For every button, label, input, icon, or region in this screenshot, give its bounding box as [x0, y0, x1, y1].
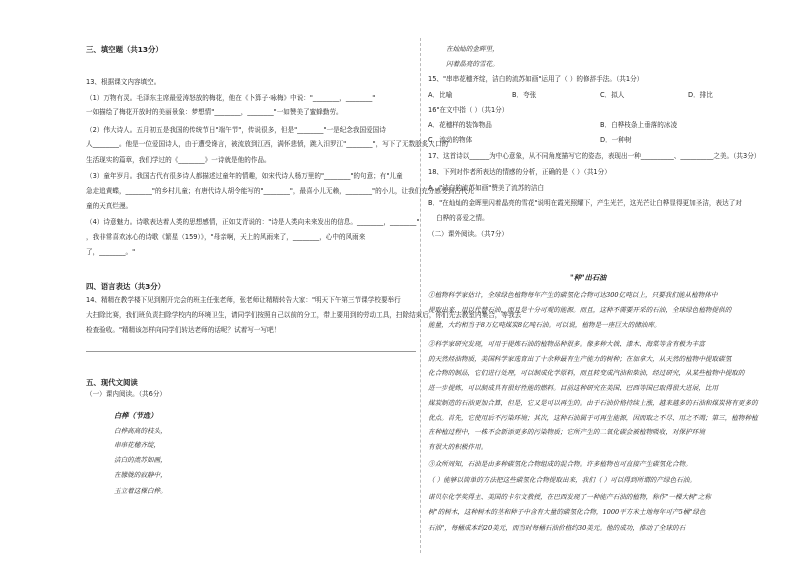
article-p2-line2: 的天然烃油物质，美国科学家选育出了十余种最有生产能力的树种；在加拿大，从天然的植物中提取碳氢: [428, 355, 732, 363]
poem-line-3: 洁白的流苏如画，: [114, 456, 167, 464]
question-13-4-line2: ，我非常喜欢冰心的诗歌《繁星（159）》，"母亲啊，天上的风雨来了，________，心中的风雨来: [86, 233, 366, 241]
article-p2-line8: 有很大的积极作用。: [428, 443, 488, 451]
question-16-option-d: D．一种树: [600, 136, 632, 144]
article-p2-line1: ②科学家研究发现，可用于提炼石油的植物品种很多。像多种大戟、漆木、海棠等含有极为丰富: [428, 340, 705, 348]
question-18: 18、下列对作者所表达的情感的分析，正确的是（ ）（共1分）: [428, 168, 611, 176]
question-13-3-line1: （3）童年岁月。我国古代有很多诗人都描述过童年的情趣，如宋代诗人杨万里的"________"的句意；有"儿童: [86, 172, 403, 180]
poem-line-1: 白桦高高的枝头，: [114, 427, 167, 435]
question-16: 16"在文中指（ ）（共1分）: [428, 106, 509, 114]
question-14-line3: 检查验收。"精精该怎样向同学们转达老师的话呢？试着写一写吧！: [86, 326, 281, 334]
question-13-1-line1: （1）万物有灵。毛泽东主席最爱涛怒放的梅花，他在《卜算子·咏梅》中说："________，________": [86, 94, 376, 102]
poem-continued-line-1: 在灿灿的金晖里，: [446, 45, 499, 53]
poem-line-2: 串串花穗齐绽，: [114, 441, 161, 449]
article-p1-line3: 能量，大约相当于8万亿吨煤炭8亿吨石油。可以说，植物是一座巨大的储油库。: [428, 321, 661, 329]
article-p2-line4: 进一步提炼，可以制成具有很好性能的燃料。目前这种研究在美国、巴西等国已取得很大进展，比用: [428, 384, 719, 392]
article-p1-line2: 提取出来，用以代替石油，而且是十分可观的能源。而且，这种不需要开采的石油，全球绿色植物提供的: [428, 306, 732, 314]
question-13: 13、根据课文内容填空。: [86, 78, 161, 86]
section-4-title: 四、语言表达（共3分）: [86, 282, 166, 291]
question-18-option-b-line1: B．"在灿灿的金晖里闪着晶亮的雪花"说明在霞光照耀下，产生光芒，这光芒让白桦显得更加圣洁，表达了对: [428, 199, 742, 207]
section-5-subtitle: （一）课内阅读。（共6分）: [86, 390, 167, 398]
article-p3-line5: 石油"，每桶成本约20美元，而当时每桶石油价格约30美元。他的成功，推动了全球的石: [428, 524, 686, 532]
question-15-option-c: C．拟人: [600, 91, 625, 99]
article-p2-line7: 在种植过程中，一株不会新添更多的污染物质；它所产生的二氧化碳会被植物吸收，对保护环境: [428, 428, 705, 436]
question-13-4-line3: 了，________。": [86, 248, 136, 256]
section-5-title: 五、现代文阅读: [86, 378, 138, 387]
question-13-4-line1: （4）诗意魅力。诗歌表达着人类的思想感情，正如艾青说的："诗是人类向未来发出的信息。________，________": [86, 218, 420, 226]
question-13-3-line3: 童的天真烂漫。: [86, 202, 133, 210]
article-p3-line4: 树"的树木，这种树木的茎和种子中含有大量的碳氢化合物，1000平方米土地每年可产5桶"绿色: [428, 508, 706, 516]
poem-line-4: 在朦胧的寂静中，: [114, 471, 167, 479]
poem-title: 白桦（节选）: [114, 411, 158, 420]
question-13-2-line3: 生活现实的篇章，我们学过的《________》一诗就是他的作品。: [86, 156, 271, 164]
question-18-option-a: A．"洁白的流苏如画"赞美了流苏的洁白: [428, 184, 545, 192]
question-16-option-c: C．流动的物体: [428, 136, 473, 144]
question-15: 15、"串串花穗齐绽，洁白的流苏如画"运用了（ ）的修辞手法。（共1分）: [428, 75, 644, 83]
article-p1-line1: ①植物科学家估计，全球绿色植物每年产生的碳氢化合物可达300亿吨以上，只要我们能从植物体中: [428, 291, 718, 299]
question-17: 17、这首诗以______为中心意象，从不同角度描写它的姿态，表现出一种__________、__________之美。（共3分）: [428, 152, 761, 160]
column-divider: [420, 38, 421, 553]
question-13-3-line2: 急走追黄蝶，________"的乡村儿童；有唐代诗人胡令能写的"________"，最喜小儿无赖，________"的小儿，让我们充分感受到古代儿: [86, 187, 474, 195]
question-18-option-b-line2: 白桦的喜爱之情。: [436, 214, 489, 222]
question-16-option-b: B．白桦枝条上垂落的冰凌: [600, 121, 678, 129]
answer-line: [86, 351, 416, 352]
poem-continued-line-2: 闪着晶亮的雪花。: [446, 60, 499, 68]
article-p2-line6: 优点。首先，它使用后不污染环境；其次，这种石油属于可再生能源，因而取之不尽、用之不竭；第三，植物种植: [428, 414, 758, 422]
article-p3-line2: （ ）能够以简单的方法把这些碳氢化合物提取出来，我们（ ）可以得到所谓的产绿色石油。: [428, 476, 696, 484]
question-14-line1: 14、精精在教学楼下见到刚开完会的班主任张老师，张老师让精精转告大家："明天下午第三节课学校要举行: [86, 296, 401, 304]
section-3-title: 三、填空题（共13分）: [86, 45, 163, 54]
article-title: "种"出石油: [570, 273, 607, 282]
question-13-1-line2: 一如描绘了梅花开放时的美丽景象：梦想情"________，________"一如赞美了蜜蜂勤劳。: [86, 108, 343, 116]
section-2-title: （二）课外阅读。（共7分）: [428, 230, 509, 238]
article-p3-line3: 诺贝尔化学奖得主、美国的卡尔文教授，在巴西发现了一种能产石油的植物，称作"一棵大树"之称: [428, 493, 712, 501]
poem-line-5: 玉立着这棵白桦。: [114, 487, 167, 495]
question-13-2-line1: （2）伟大诗人。五月初五是我国的传统节日"端午节"，传说很多，但是"________"一是纪念我国爱国诗: [86, 126, 386, 134]
article-p2-line3: 化合物的制品，它们进行处理，可以制成化学原料，而且转变成汽油和柴油，经过研究，从某些植物中提取的: [428, 369, 745, 377]
question-15-option-d: D．排比: [688, 91, 713, 99]
question-13-2-line2: 人________。他是一位爱国诗人，由于遭受谗言，被流放到江西，满怀悲愤，跳入汨罗江"________"，写下了无数脍炙人口的: [86, 140, 449, 148]
question-15-option-b: B．夸张: [512, 91, 537, 99]
article-p3-line1: ③众所周知，石油是由多种碳氢化合物组成的混合物。许多植物也可直接产生碳氢化合物。: [428, 460, 692, 468]
question-16-option-a: A．花穗样的装饰物品: [428, 121, 492, 129]
article-p2-line5: 煤炭制造的石油更加合算，但是，它又是可以再生的。由于石油价格持续上涨，越来越多的石油和煤炭将有更多的: [428, 399, 758, 407]
question-14-line2: 大扫除比赛，我们班负责扫除学校内的环境卫生，请同学们按照自己以前的分工，带上要用到的劳动工具，扫除结束后，你们先去教室内集合，等我去: [86, 311, 522, 319]
question-15-option-a: A．比喻: [428, 91, 453, 99]
